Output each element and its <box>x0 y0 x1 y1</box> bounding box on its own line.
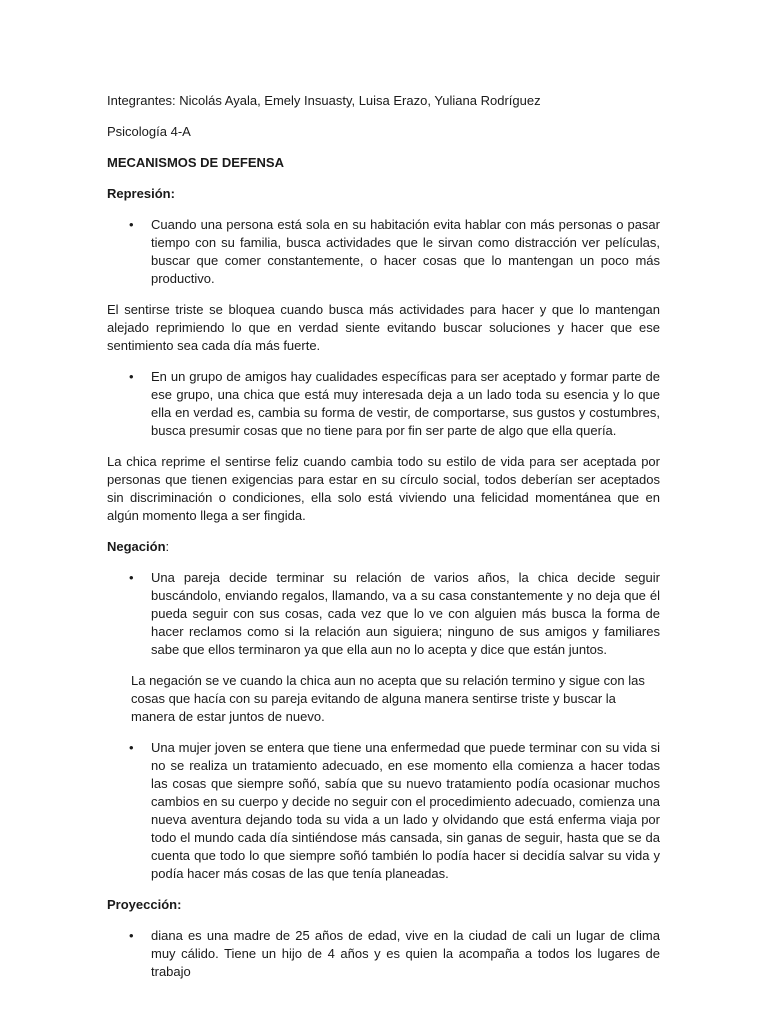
bullet-icon: • <box>129 740 134 755</box>
members-line: Integrantes: Nicolás Ayala, Emely Insuasty, Luisa Erazo, Yuliana Rodríguez <box>107 93 541 108</box>
bullet-icon: • <box>129 570 134 585</box>
represion-heading: Represión: <box>107 186 175 201</box>
bullet-icon: • <box>129 928 134 943</box>
list-item-text: Una pareja decide terminar su relación de varios años, la chica decide seguir buscándolo, enviando regalos, llamando, va a su casa constantemente y no deja que él pueda seguir con sus cosas, cada vez que lo ve con alguien más busca la forma de hacer reclamos como si la relación aun siguiera; ninguno de sus amigos y familiares sabe que ellos terminaron ya que ella aun no lo acepta y dice que están juntos. <box>151 570 660 657</box>
negacion-list-2 <box>107 739 660 883</box>
list-item <box>107 368 660 440</box>
negacion-heading: Negación <box>107 539 166 554</box>
represion-paragraph-2: La chica reprime el sentirse feliz cuando cambia todo su estilo de vida para ser aceptada por personas que tienen exigencias para estar en su círculo social, todos deberían ser aceptados sin discriminación o condiciones, ella solo está viviendo una felicidad momentánea que en algún momento llega a ser fingida. <box>107 454 660 523</box>
list-item <box>107 927 660 979</box>
negacion-paragraph-1: La negación se ve cuando la chica aun no acepta que su relación termino y sigue con las cosas que hacía con su pareja evitando de alguna manera sentirse triste y buscar la manera de estar juntos de nuevo. <box>131 673 645 724</box>
course-line: Psicología 4-A <box>107 124 191 139</box>
document-title: MECANISMOS DE DEFENSA <box>107 155 284 170</box>
represion-list-1 <box>107 216 660 288</box>
list-item-text: diana es una madre de 25 años de edad, vive en la ciudad de cali un lugar de clima muy cálido. Tiene un hijo de 4 años y es quien la acompaña a todos los lugares de trabajo <box>151 928 660 979</box>
list-item <box>107 569 660 659</box>
document-body <box>107 92 660 979</box>
bullet-icon: • <box>129 217 134 232</box>
negacion-heading-colon: : <box>165 539 170 554</box>
bullet-icon: • <box>129 369 134 384</box>
list-item-text: Cuando una persona está sola en su habitación evita hablar con más personas o pasar tiempo con su familia, busca actividades que le sirvan como distracción ver películas, buscar que comer constantemente, o hacer cosas que lo mantengan un poco más productivo. <box>151 217 660 286</box>
proyeccion-heading: Proyección: <box>107 897 182 912</box>
list-item-text: Una mujer joven se entera que tiene una enfermedad que puede terminar con su vida si no se realiza un tratamiento adecuado, en ese momento ella comienza a hacer todas las cosas que siempre soñó, sabía que su nuevo tratamiento podía ocasionar muchos cambios en su cuerpo y decide no seguir con el procedimiento adecuado, comienza una nueva aventura dejando toda su vida a un lado y olvidando que está enferma viaja por todo el mundo cada día sintiéndose más cansada, sin ganas de seguir, hasta que se da cuenta que todo lo que siempre soñó también lo podía hacer si decidía salvar su vida y podía hacer más cosas de las que tenía planeadas. <box>151 740 660 881</box>
represion-list-2 <box>107 368 660 440</box>
negacion-heading-line <box>107 538 660 556</box>
list-item <box>107 739 660 883</box>
proyeccion-list-1 <box>107 927 660 979</box>
list-item <box>107 216 660 288</box>
list-item-text: En un grupo de amigos hay cualidades específicas para ser aceptado y formar parte de ese grupo, una chica que está muy interesada deja a un lado toda su esencia y lo que ella en verdad es, cambia su forma de vestir, de comportarse, sus gustos y costumbres, busca presumir cosas que no tiene para por fin ser parte de algo que ella quería. <box>151 369 660 438</box>
negacion-list-1 <box>107 569 660 659</box>
represion-paragraph-1: El sentirse triste se bloquea cuando busca más actividades para hacer y que lo mantengan alejado reprimiendo lo que en verdad siente evitando buscar soluciones y hacer que ese sentimiento sea cada día más fuerte. <box>107 302 660 353</box>
